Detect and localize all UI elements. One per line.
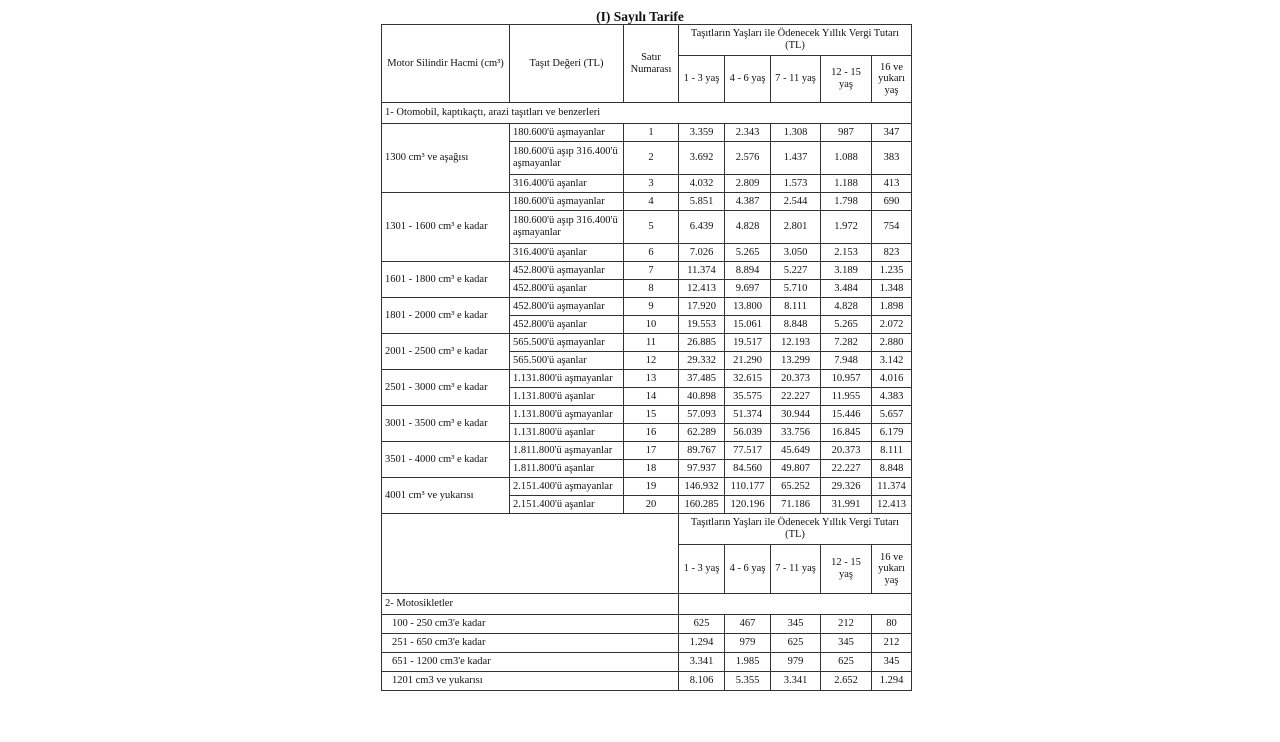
- vehicle-value-cell: 565.500'ü aşmayanlar: [510, 334, 624, 352]
- tax-amount-cell: 823: [872, 244, 912, 262]
- tax-amount-cell: 1.972: [821, 211, 872, 244]
- row-number-cell: 16: [624, 424, 679, 442]
- table-row: [382, 615, 912, 634]
- tax-amount-cell: 1.798: [821, 193, 872, 211]
- motor-volume-cell: 4001 cm³ ve yukarısı: [382, 478, 510, 514]
- tax-amount-cell: 11.374: [679, 262, 725, 280]
- motorcycle-volume-cell: 651 - 1200 cm3'e kadar: [382, 653, 679, 672]
- tax-amount-cell: 1.985: [725, 653, 771, 672]
- row-number-cell: 1: [624, 124, 679, 142]
- moto-header-row: [382, 514, 912, 545]
- vehicle-value-cell: 452.800'ü aşanlar: [510, 316, 624, 334]
- tax-amount-cell: 5.227: [771, 262, 821, 280]
- vehicle-value-cell: 1.131.800'ü aşmayanlar: [510, 370, 624, 388]
- tax-amount-cell: 8.111: [771, 298, 821, 316]
- row-number-cell: 17: [624, 442, 679, 460]
- row-number-cell: 20: [624, 496, 679, 514]
- header-row: [382, 25, 912, 56]
- vehicle-value-cell: 316.400'ü aşanlar: [510, 244, 624, 262]
- tax-amount-cell: 35.575: [725, 388, 771, 406]
- tax-amount-cell: 4.016: [872, 370, 912, 388]
- tax-amount-cell: 40.898: [679, 388, 725, 406]
- tax-amount-cell: 2.809: [725, 175, 771, 193]
- tax-amount-cell: 21.290: [725, 352, 771, 370]
- tax-amount-cell: 1.573: [771, 175, 821, 193]
- tax-amount-cell: 3.050: [771, 244, 821, 262]
- tax-amount-cell: 12.413: [679, 280, 725, 298]
- row-number-cell: 3: [624, 175, 679, 193]
- row-number-cell: 4: [624, 193, 679, 211]
- vehicle-value-cell: 180.600'ü aşıp 316.400'ü aşmayanlar: [510, 211, 624, 244]
- motorcycle-volume-cell: 100 - 250 cm3'e kadar: [382, 615, 679, 634]
- age-column-header: 1 - 3 yaş: [679, 56, 725, 103]
- tax-amount-cell: 13.800: [725, 298, 771, 316]
- table-row: [382, 334, 912, 352]
- moto-header-blank: [382, 514, 679, 594]
- tax-amount-cell: 1.348: [872, 280, 912, 298]
- row-number-cell: 9: [624, 298, 679, 316]
- tax-amount-cell: 2.801: [771, 211, 821, 244]
- tax-amount-cell: 3.341: [679, 653, 725, 672]
- tax-amount-cell: 690: [872, 193, 912, 211]
- row-number-cell: 6: [624, 244, 679, 262]
- vehicle-value-cell: 316.400'ü aşanlar: [510, 175, 624, 193]
- tax-amount-cell: 5.851: [679, 193, 725, 211]
- vehicle-value-cell: 180.600'ü aşmayanlar: [510, 193, 624, 211]
- tax-amount-cell: 4.387: [725, 193, 771, 211]
- motor-volume-cell: 1300 cm³ ve aşağısı: [382, 124, 510, 193]
- motor-volume-cell: 3501 - 4000 cm³ e kadar: [382, 442, 510, 478]
- row-number-cell: 7: [624, 262, 679, 280]
- motorcycle-volume-cell: 251 - 650 cm3'e kadar: [382, 634, 679, 653]
- row-number-cell: 8: [624, 280, 679, 298]
- tax-amount-cell: 37.485: [679, 370, 725, 388]
- tax-amount-cell: 345: [771, 615, 821, 634]
- row-number-cell: 12: [624, 352, 679, 370]
- tax-amount-cell: 30.944: [771, 406, 821, 424]
- moto-age-column-header: 12 - 15 yaş: [821, 545, 872, 594]
- tax-amount-cell: 71.186: [771, 496, 821, 514]
- tax-amount-cell: 7.026: [679, 244, 725, 262]
- tax-amount-cell: 1.308: [771, 124, 821, 142]
- tax-amount-cell: 51.374: [725, 406, 771, 424]
- table-row: [382, 406, 912, 424]
- row-number-cell: 2: [624, 142, 679, 175]
- section-heading-cars: 1- Otomobil, kaptıkaçtı, arazi taşıtları ve benzerleri: [382, 103, 912, 124]
- tax-amount-cell: 3.341: [771, 672, 821, 691]
- tax-amount-cell: 5.265: [821, 316, 872, 334]
- tax-amount-cell: 62.289: [679, 424, 725, 442]
- tax-amount-cell: 2.153: [821, 244, 872, 262]
- tax-amount-cell: 29.326: [821, 478, 872, 496]
- tax-amount-cell: 32.615: [725, 370, 771, 388]
- tax-amount-cell: 12.193: [771, 334, 821, 352]
- tax-amount-cell: 22.227: [771, 388, 821, 406]
- tax-group-header: Taşıtların Yaşları ile Ödenecek Yıllık Vergi Tutarı (TL): [679, 25, 912, 56]
- tax-amount-cell: 17.920: [679, 298, 725, 316]
- tax-amount-cell: 6.439: [679, 211, 725, 244]
- vehicle-value-cell: 1.131.800'ü aşanlar: [510, 388, 624, 406]
- vehicle-value-cell: 1.131.800'ü aşanlar: [510, 424, 624, 442]
- tax-amount-cell: 754: [872, 211, 912, 244]
- vehicle-value-cell: 2.151.400'ü aşmayanlar: [510, 478, 624, 496]
- moto-age-column-header: 16 ve yukarı yaş: [872, 545, 912, 594]
- table-row: [382, 124, 912, 142]
- table-row: [382, 672, 912, 691]
- row-number-cell: 10: [624, 316, 679, 334]
- tax-amount-cell: 9.697: [725, 280, 771, 298]
- tax-amount-cell: 29.332: [679, 352, 725, 370]
- motor-volume-cell: 1801 - 2000 cm³ e kadar: [382, 298, 510, 334]
- tax-amount-cell: 146.932: [679, 478, 725, 496]
- row-number-cell: 15: [624, 406, 679, 424]
- tax-amount-cell: 1.294: [872, 672, 912, 691]
- tax-amount-cell: 77.517: [725, 442, 771, 460]
- tax-amount-cell: 49.807: [771, 460, 821, 478]
- section-row: [382, 103, 912, 124]
- tax-amount-cell: 120.196: [725, 496, 771, 514]
- motor-volume-cell: 3001 - 3500 cm³ e kadar: [382, 406, 510, 442]
- motor-volume-cell: 1601 - 1800 cm³ e kadar: [382, 262, 510, 298]
- tax-amount-cell: 5.355: [725, 672, 771, 691]
- tax-amount-cell: 1.088: [821, 142, 872, 175]
- tax-amount-cell: 345: [821, 634, 872, 653]
- vehicle-value-cell: 1.131.800'ü aşmayanlar: [510, 406, 624, 424]
- tax-amount-cell: 3.359: [679, 124, 725, 142]
- tax-amount-cell: 4.032: [679, 175, 725, 193]
- tax-amount-cell: 3.142: [872, 352, 912, 370]
- tax-amount-cell: 56.039: [725, 424, 771, 442]
- tax-amount-cell: 8.848: [771, 316, 821, 334]
- tax-amount-cell: 19.517: [725, 334, 771, 352]
- tax-amount-cell: 979: [771, 653, 821, 672]
- tax-amount-cell: 625: [679, 615, 725, 634]
- tax-amount-cell: 4.828: [821, 298, 872, 316]
- table-row: [382, 262, 912, 280]
- row-number-column-header: Satır Numarası: [624, 25, 679, 103]
- tax-amount-cell: 212: [872, 634, 912, 653]
- row-number-cell: 19: [624, 478, 679, 496]
- motor-volume-cell: 1301 - 1600 cm³ e kadar: [382, 193, 510, 262]
- row-number-cell: 14: [624, 388, 679, 406]
- tax-amount-cell: 5.710: [771, 280, 821, 298]
- tax-amount-cell: 84.560: [725, 460, 771, 478]
- tax-amount-cell: 413: [872, 175, 912, 193]
- tax-amount-cell: 383: [872, 142, 912, 175]
- vehicle-value-cell: 1.811.800'ü aşmayanlar: [510, 442, 624, 460]
- tax-amount-cell: 1.188: [821, 175, 872, 193]
- value-column-header: Taşıt Değeri (TL): [510, 25, 624, 103]
- tax-amount-cell: 1.294: [679, 634, 725, 653]
- tax-amount-cell: 1.235: [872, 262, 912, 280]
- tax-amount-cell: 4.383: [872, 388, 912, 406]
- tax-amount-cell: 11.955: [821, 388, 872, 406]
- vehicle-value-cell: 1.811.800'ü aşanlar: [510, 460, 624, 478]
- tax-amount-cell: 2.544: [771, 193, 821, 211]
- vehicle-value-cell: 180.600'ü aşıp 316.400'ü aşmayanlar: [510, 142, 624, 175]
- tax-amount-cell: 31.991: [821, 496, 872, 514]
- row-number-cell: 13: [624, 370, 679, 388]
- section-blank-cell: [679, 594, 912, 615]
- vehicle-value-cell: 452.800'ü aşmayanlar: [510, 298, 624, 316]
- tax-amount-cell: 65.252: [771, 478, 821, 496]
- tax-amount-cell: 8.111: [872, 442, 912, 460]
- tax-amount-cell: 8.106: [679, 672, 725, 691]
- tax-amount-cell: 89.767: [679, 442, 725, 460]
- motor-volume-cell: 2501 - 3000 cm³ e kadar: [382, 370, 510, 406]
- tax-amount-cell: 7.282: [821, 334, 872, 352]
- tax-amount-cell: 13.299: [771, 352, 821, 370]
- tax-amount-cell: 22.227: [821, 460, 872, 478]
- tax-amount-cell: 1.437: [771, 142, 821, 175]
- tax-amount-cell: 15.446: [821, 406, 872, 424]
- tax-amount-cell: 2.652: [821, 672, 872, 691]
- tax-amount-cell: 979: [725, 634, 771, 653]
- row-number-cell: 18: [624, 460, 679, 478]
- tax-amount-cell: 20.373: [771, 370, 821, 388]
- tax-amount-cell: 625: [771, 634, 821, 653]
- tax-amount-cell: 2.880: [872, 334, 912, 352]
- age-column-header: 16 ve yukarı yaş: [872, 56, 912, 103]
- vehicle-value-cell: 2.151.400'ü aşanlar: [510, 496, 624, 514]
- tax-amount-cell: 1.898: [872, 298, 912, 316]
- table-row: [382, 634, 912, 653]
- tax-amount-cell: 345: [872, 653, 912, 672]
- vehicle-value-cell: 565.500'ü aşanlar: [510, 352, 624, 370]
- tax-amount-cell: 19.553: [679, 316, 725, 334]
- tax-amount-cell: 97.937: [679, 460, 725, 478]
- vehicle-value-cell: 180.600'ü aşmayanlar: [510, 124, 624, 142]
- tax-amount-cell: 6.179: [872, 424, 912, 442]
- tax-amount-cell: 110.177: [725, 478, 771, 496]
- tax-amount-cell: 347: [872, 124, 912, 142]
- tax-amount-cell: 8.848: [872, 460, 912, 478]
- tax-amount-cell: 45.649: [771, 442, 821, 460]
- tax-amount-cell: 57.093: [679, 406, 725, 424]
- section-row: [382, 594, 912, 615]
- table-row: [382, 298, 912, 316]
- tax-amount-cell: 20.373: [821, 442, 872, 460]
- tax-amount-cell: 5.657: [872, 406, 912, 424]
- tax-amount-cell: 160.285: [679, 496, 725, 514]
- tax-amount-cell: 212: [821, 615, 872, 634]
- section-heading-motorcycles: 2- Motosikletler: [382, 594, 679, 615]
- tax-amount-cell: 80: [872, 615, 912, 634]
- motor-column-header: Motor Silindir Hacmi (cm³): [382, 25, 510, 103]
- tax-amount-cell: 11.374: [872, 478, 912, 496]
- moto-age-column-header: 1 - 3 yaş: [679, 545, 725, 594]
- row-number-cell: 11: [624, 334, 679, 352]
- tax-amount-cell: 26.885: [679, 334, 725, 352]
- table-row: [382, 370, 912, 388]
- age-column-header: 12 - 15 yaş: [821, 56, 872, 103]
- row-number-cell: 5: [624, 211, 679, 244]
- table-row: [382, 478, 912, 496]
- table-row: [382, 653, 912, 672]
- tax-amount-cell: 8.894: [725, 262, 771, 280]
- tax-amount-cell: 33.756: [771, 424, 821, 442]
- age-column-header: 7 - 11 yaş: [771, 56, 821, 103]
- tax-amount-cell: 3.692: [679, 142, 725, 175]
- moto-age-column-header: 4 - 6 yaş: [725, 545, 771, 594]
- tax-amount-cell: 5.265: [725, 244, 771, 262]
- tax-amount-cell: 2.343: [725, 124, 771, 142]
- motorcycle-volume-cell: 1201 cm3 ve yukarısı: [382, 672, 679, 691]
- tax-amount-cell: 467: [725, 615, 771, 634]
- age-column-header: 4 - 6 yaş: [725, 56, 771, 103]
- document-title: (I) Sayılı Tarife: [596, 9, 684, 24]
- vehicle-value-cell: 452.800'ü aşmayanlar: [510, 262, 624, 280]
- table-row: [382, 193, 912, 211]
- tax-amount-cell: 625: [821, 653, 872, 672]
- tax-amount-cell: 987: [821, 124, 872, 142]
- tax-amount-cell: 2.576: [725, 142, 771, 175]
- tax-amount-cell: 12.413: [872, 496, 912, 514]
- tax-amount-cell: 3.484: [821, 280, 872, 298]
- tariff-table: [381, 24, 912, 691]
- motor-volume-cell: 2001 - 2500 cm³ e kadar: [382, 334, 510, 370]
- tax-amount-cell: 7.948: [821, 352, 872, 370]
- tax-amount-cell: 2.072: [872, 316, 912, 334]
- tax-amount-cell: 10.957: [821, 370, 872, 388]
- tax-amount-cell: 4.828: [725, 211, 771, 244]
- moto-age-column-header: 7 - 11 yaş: [771, 545, 821, 594]
- table-row: [382, 442, 912, 460]
- vehicle-value-cell: 452.800'ü aşanlar: [510, 280, 624, 298]
- tax-amount-cell: 15.061: [725, 316, 771, 334]
- tax-amount-cell: 3.189: [821, 262, 872, 280]
- tax-amount-cell: 16.845: [821, 424, 872, 442]
- moto-tax-group-header: Taşıtların Yaşları ile Ödenecek Yıllık Vergi Tutarı (TL): [679, 514, 912, 545]
